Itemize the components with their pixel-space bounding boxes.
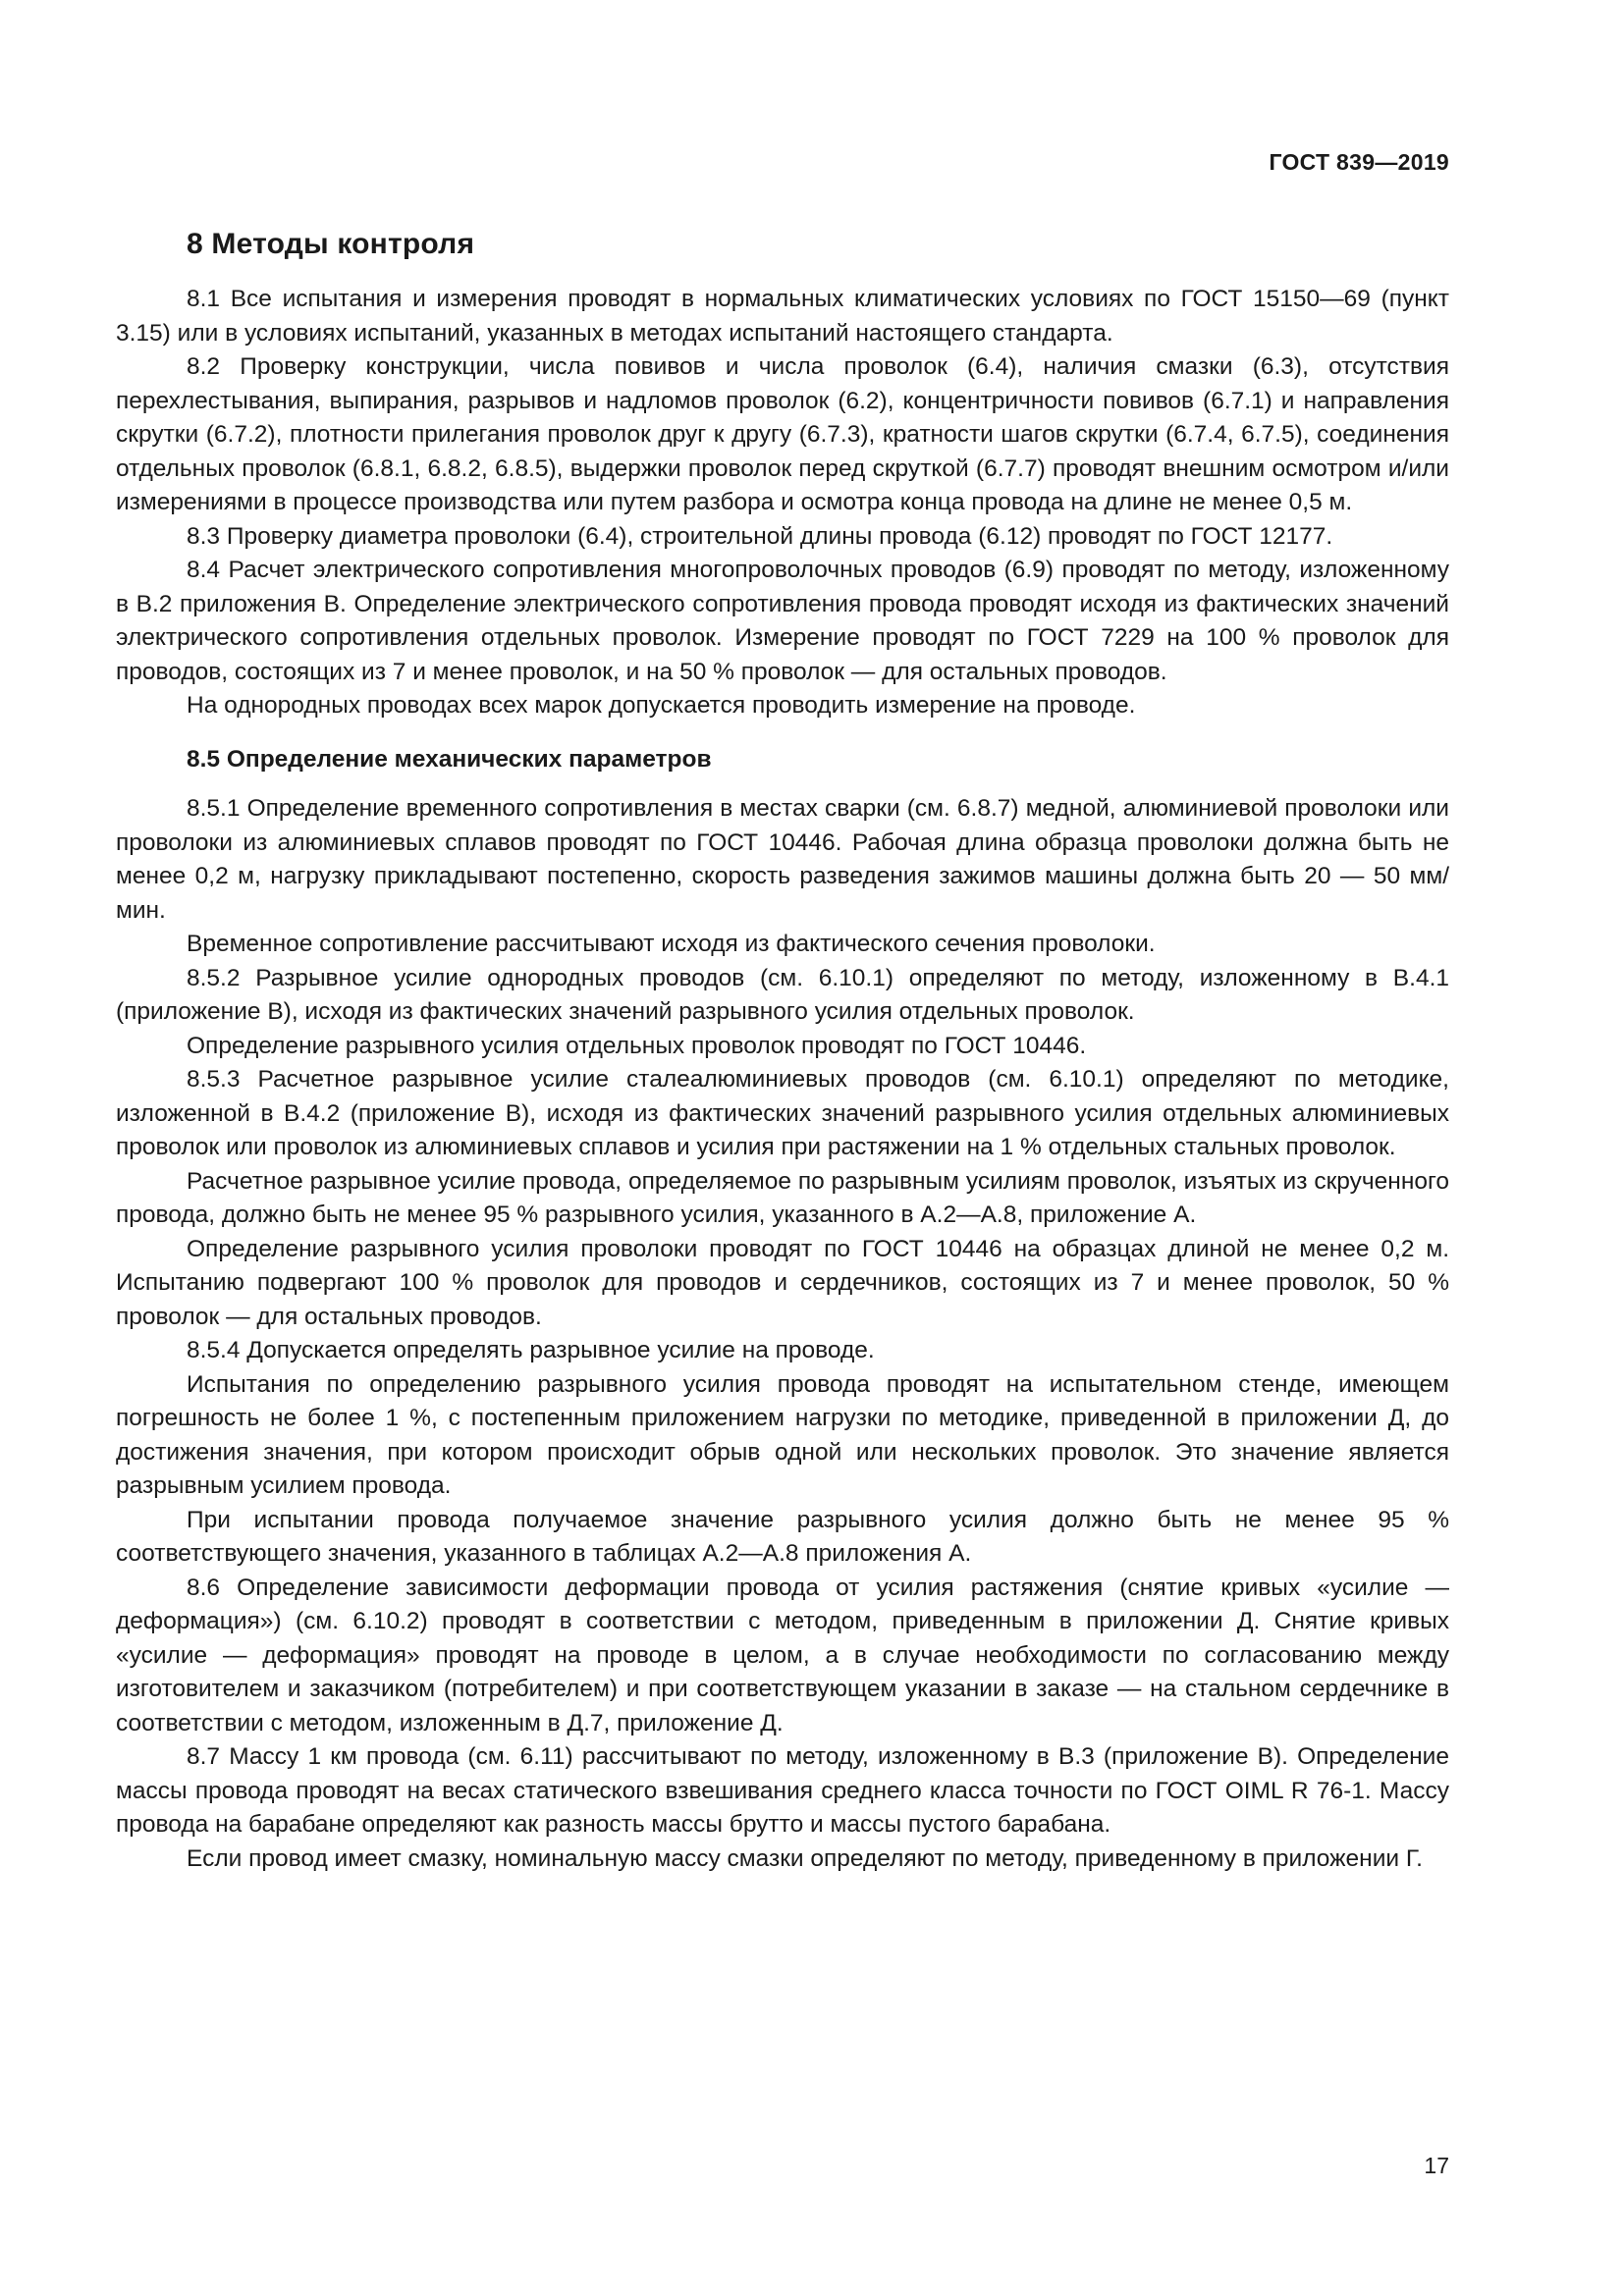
paragraph: 8.6 Определение зависимости деформации провода от усилия растяжения (снятие кривых «усилие — деформация») (см. 6.10.2) проводят в соответствии с методом, приведенным в приложении Д. Снятие кривых «усилие — деформация» проводят на проводе в целом, а в случае необходимости по согласованию между изготовителем и заказчиком (потребителем) и при соответствующем указании в заказе — на стальном сердечнике в соответствии с методом, изложенным в Д.7, приложение Д. xyxy=(116,1574,1449,1736)
page-content xyxy=(116,228,1449,1876)
paragraph: 8.2 Проверку конструкции, числа повивов и числа проволок (6.4), наличия смазки (6.3), отсутствия перехлестывания, выпирания, разрывов и надломов проволок (6.2), концентричности повивов (6.7.1) и направления скрутки (6.7.2), плотности прилегания проволок друг к другу (6.7.3), кратности шагов скрутки (6.7.4, 6.7.5), соединения отдельных проволок (6.8.1, 6.8.2, 6.8.5), выдержки проволок перед скруткой (6.7.7) проводят внешним осмотром и/или измерениями в процессе производства или путем разбора и осмотра конца провода на длине не менее 0,5 м. xyxy=(116,353,1449,515)
paragraph: На однородных проводах всех марок допускается проводить измерение на проводе. xyxy=(187,692,1136,719)
paragraph: 8.5.4 Допускается определять разрывное усилие на проводе. xyxy=(187,1337,875,1363)
subsection-heading: 8.5 Определение механических параметров xyxy=(187,745,712,773)
section-heading: 8 Методы контроля xyxy=(187,228,475,260)
paragraph: Испытания по определению разрывного усилия провода проводят на испытательном стенде, имеющем погрешность не более 1 %, с постепенным приложением нагрузки по методике, приведенной в приложении Д, до достижения значения, при котором происходит обрыв одной или нескольких проволок. Это значение является разрывным усилием провода. xyxy=(116,1370,1449,1499)
paragraph: Расчетное разрывное усилие провода, определяемое по разрывным усилиям проволок, изъятых из скрученного провода, должно быть не менее 95 % разрывного усилия, указанного в А.2—А.8, приложение А. xyxy=(116,1167,1449,1228)
paragraph: 8.7 Массу 1 км провода (см. 6.11) рассчитывают по методу, изложенному в В.3 (приложение В). Определение массы провода проводят на весах статического взвешивания среднего класса точности по ГОСТ OIML R 76-1. Массу провода на барабане определяют как разность массы брутто и массы пустого барабана. xyxy=(116,1743,1449,1838)
paragraph: Если провод имеет смазку, номинальную массу смазки определяют по методу, приведенному в приложении Г. xyxy=(187,1844,1423,1872)
paragraph: 8.4 Расчет электрического сопротивления многопроволочных проводов (6.9) проводят по методу, изложенному в В.2 приложения В. Определение электрического сопротивления провода проводят исходя из фактических значений электрического сопротивления отдельных проволок. Измерение проводят по ГОСТ 7229 на 100 % проволок для проводов, состоящих из 7 и менее проволок, и на 50 % проволок — для остальных проводов. xyxy=(116,557,1449,685)
paragraph: 8.5.3 Расчетное разрывное усилие сталеалюминиевых проводов (см. 6.10.1) определяют по методике, изложенной в В.4.2 (приложение В), исходя из фактических значений разрывного усилия отдельных алюминиевых проволок или проволок из алюминиевых сплавов и усилия при растяжении на 1 % отдельных стальных проволок. xyxy=(116,1066,1449,1160)
paragraph: Временное сопротивление рассчитывают исходя из фактического сечения проволоки. xyxy=(187,931,1156,957)
paragraph: 8.3 Проверку диаметра проволоки (6.4), строительной длины провода (6.12) проводят по ГОСТ 12177. xyxy=(187,522,1333,550)
page-number: 17 xyxy=(1424,2153,1449,2178)
document-code: ГОСТ 839—2019 xyxy=(1269,149,1449,175)
paragraph: Определение разрывного усилия проволоки проводят по ГОСТ 10446 на образцах длиной не менее 0,2 м. Испытанию подвергают 100 % проволок для проводов и сердечников, состоящих из 7 и менее проволок, 50 % проволок — для остальных проводов. xyxy=(116,1235,1449,1330)
paragraph: 8.1 Все испытания и измерения проводят в нормальных климатических условиях по ГОСТ 15150—69 (пункт 3.15) или в условиях испытаний, указанных в методах испытаний настоящего стандарта. xyxy=(116,286,1449,347)
paragraph: 8.5.1 Определение временного сопротивления в местах сварки (см. 6.8.7) медной, алюминиевой проволоки или проволоки из алюминиевых сплавов проводят по ГОСТ 10446. Рабочая длина образца проволоки должна быть не менее 0,2 м, нагрузку прикладывают постепенно, скорость разведения зажимов машины должна быть 20 — 50 мм/мин. xyxy=(116,795,1449,924)
paragraph: Определение разрывного усилия отдельных проволок проводят по ГОСТ 10446. xyxy=(187,1032,1087,1059)
paragraph: При испытании провода получаемое значение разрывного усилия должно быть не менее 95 % соответствующего значения, указанного в таблицах А.2—А.8 приложения А. xyxy=(116,1506,1449,1567)
paragraph: 8.5.2 Разрывное усилие однородных проводов (см. 6.10.1) определяют по методу, изложенному в В.4.1 (приложение В), исходя из фактических значений разрывного усилия отдельных проволок. xyxy=(116,964,1449,1025)
